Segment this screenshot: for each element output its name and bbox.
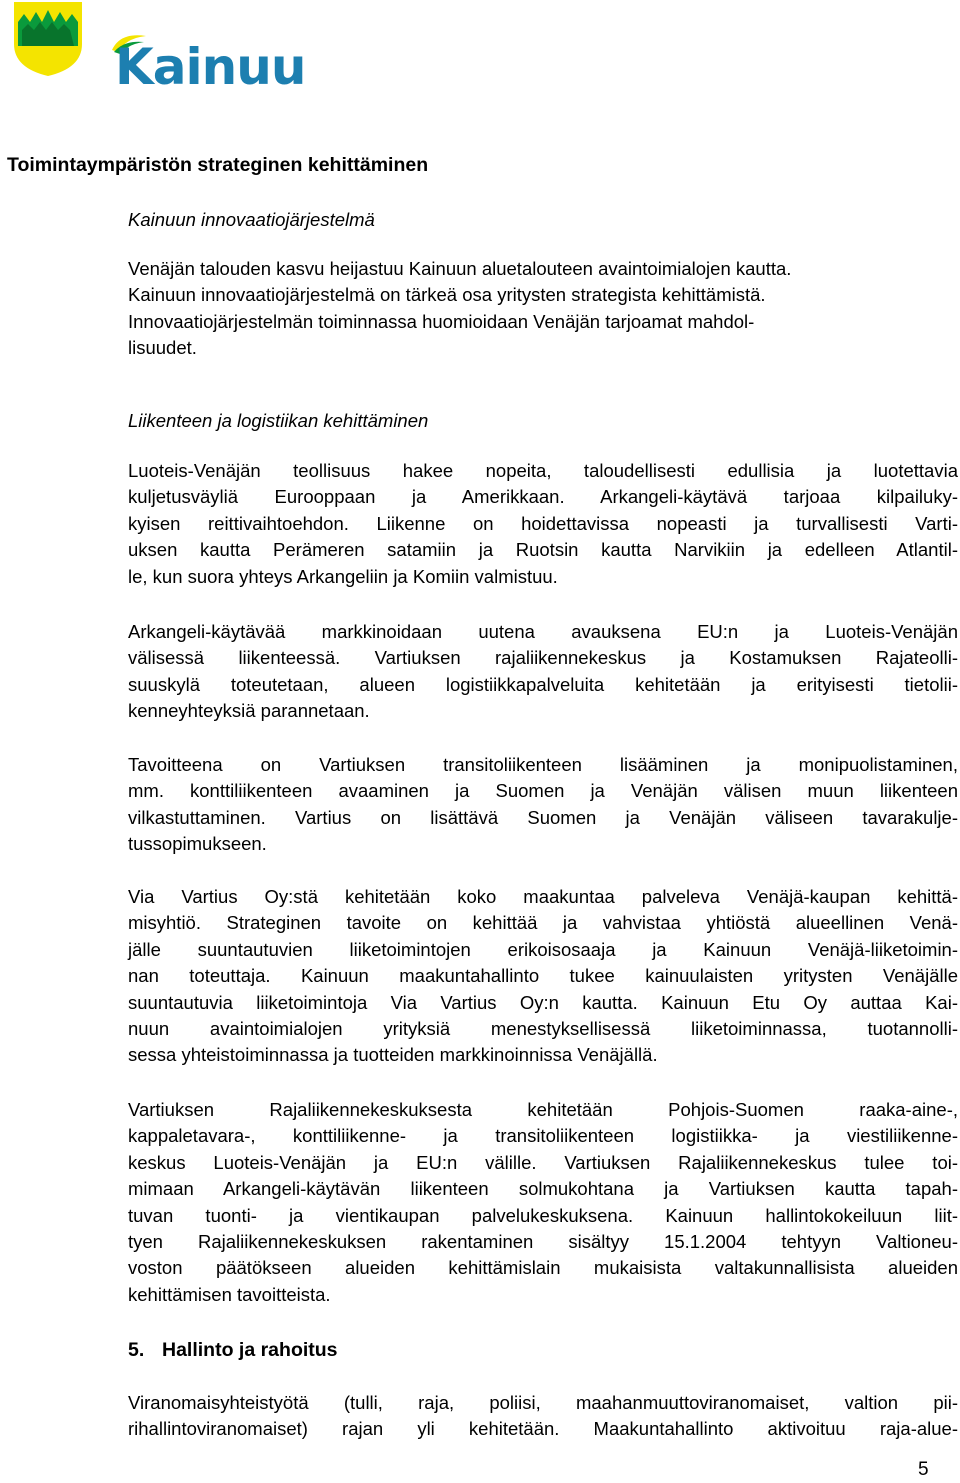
text-line: tuvan tuonti- ja vientikaupan palvelukeskuksena. Kainuun hallintokokeiluun liit- xyxy=(128,1204,958,1226)
text-line: rihallintoviranomaiset) rajan yli kehitetään. Maakuntahallinto aktivoituu raja-alue- xyxy=(128,1418,958,1440)
text-line: jälle suuntautuvien liiketoimintojen erikoisosaaja ja Kainuun Venäjä-liiketoimin- xyxy=(128,938,958,960)
text-line: kyisen reittivaihtoehdon. Liikenne on hoidettavissa nopeasti ja turvallisesti Varti- xyxy=(128,512,958,534)
text-line: tussopimukseen. xyxy=(128,833,267,855)
text-line: le, kun suora yhteys Arkangeliin ja Komiin valmistuu. xyxy=(128,565,558,587)
text-line: Luoteis-Venäjän teollisuus hakee nopeita, taloudellisesti edullisia ja luotettavia xyxy=(128,460,958,481)
page-number: 5 xyxy=(918,1459,929,1480)
text-line: suuskylä toteutetaan, alueen logistiikkapalveluita kehitetään ja erityisesti tietolii- xyxy=(128,673,958,695)
paragraph-logistics-4 xyxy=(128,884,958,1069)
section-heading-innovation: Kainuun innovaatiojärjestelmä xyxy=(128,209,375,230)
text-line: voston päätökseen alueiden kehittämislain mukaisista valtakunnallisista alueiden xyxy=(128,1257,958,1279)
paragraph-logistics-1 xyxy=(128,458,958,590)
text-line: Tavoitteena on Vartiuksen transitoliikenteen lisääminen ja monipuolistaminen, xyxy=(128,754,958,775)
text-line: nuun avaintoimialojen yrityksiä menestyksellisessä liiketoiminnassa, tuotannolli- xyxy=(128,1018,958,1040)
paragraph-logistics-2 xyxy=(128,619,958,725)
text-line: Vartiuksen Rajaliikennekeskuksesta kehitetään Pohjois-Suomen raaka-aine-, xyxy=(128,1099,958,1120)
document-title: Toimintaympäristön strateginen kehittäminen xyxy=(7,154,429,176)
text-line: nan toteuttaja. Kainuun maakuntahallinto tukee kainuulaisten yritysten Venäjälle xyxy=(128,965,958,987)
logo-wordmark: Kainuu xyxy=(115,38,306,96)
kainuu-logo xyxy=(12,0,306,100)
text-line: Via Vartius Oy:stä kehitetään koko maakuntaa palveleva Venäjä-kaupan kehittä- xyxy=(128,886,958,907)
text-line: vilkastuttaminen. Vartius on lisättävä Suomen ja Venäjän väliseen tavarakulje- xyxy=(128,806,958,828)
paragraph-logistics-5 xyxy=(128,1097,958,1308)
text-line: kenneyhteyksiä parannetaan. xyxy=(128,700,370,722)
text-line: Arkangeli-käytävää markkinoidaan uutena avauksena EU:n ja Luoteis-Venäjän xyxy=(128,621,958,642)
text-line: kappaletavara-, konttiliikenne- ja transitoliikenteen logistiikka- ja viestiliikenne- xyxy=(128,1125,958,1147)
text-line: Innovaatiojärjestelmän toiminnassa huomioidaan Venäjän tarjoamat mahdol- xyxy=(128,310,755,332)
text-line: uksen kautta Perämeren satamiin ja Ruotsin kautta Narvikiin ja edelleen Atlantil- xyxy=(128,539,958,561)
chapter-title: Hallinto ja rahoitus xyxy=(162,1339,338,1361)
paragraph-logistics-3 xyxy=(128,752,958,858)
section-heading-logistics: Liikenteen ja logistiikan kehittäminen xyxy=(128,410,429,431)
text-line: misyhtiö. Strateginen tavoite on kehittää ja vahvistaa yhtiöstä alueellinen Venä- xyxy=(128,912,958,934)
text-line: kehittämisen tavoitteista. xyxy=(128,1283,331,1305)
text-line: Kainuun innovaatiojärjestelmä on tärkeä osa yritysten strategista kehittämistä. xyxy=(128,284,766,306)
kainuu-crest-icon xyxy=(12,0,92,78)
text-line: Viranomaisyhteistyötä (tulli, raja, poliisi, maahanmuuttoviranomaiset, valtion pii- xyxy=(128,1392,958,1413)
text-line: keskus Luoteis-Venäjän ja EU:n välille. Vartiuksen Rajaliikennekeskus tulee toi- xyxy=(128,1151,958,1173)
text-line: mimaan Arkangeli-käytävän liikenteen solmukohtana ja Vartiuksen kautta tapah- xyxy=(128,1178,958,1200)
text-line: kuljetusväyliä Eurooppaan ja Amerikkaan. Arkangeli-käytävä tarjoaa kilpailuky- xyxy=(128,486,958,508)
text-line: suuntautuvia liiketoimintoja Via Vartius Oy:n kautta. Kainuun Etu Oy auttaa Kai- xyxy=(128,991,958,1013)
chapter-heading xyxy=(128,1337,338,1363)
text-line: sessa yhteistoiminnassa ja tuotteiden markkinoinnissa Venäjällä. xyxy=(128,1044,658,1066)
text-line: Venäjän talouden kasvu heijastuu Kainuun aluetalouteen avaintoimialojen kautta. xyxy=(128,258,792,279)
text-line: välisessä liikenteessä. Vartiuksen rajaliikennekeskus ja Kostamuksen Rajateolli- xyxy=(128,647,958,669)
text-line: mm. konttiliikenteen avaaminen ja Suomen ja Venäjän välisen muun liikenteen xyxy=(128,780,958,802)
text-line: tyen Rajaliikennekeskuksen rakentaminen sisältyy 15.1.2004 tehtyyn Valtioneu- xyxy=(128,1231,958,1253)
chapter-number: 5. xyxy=(128,1339,145,1361)
paragraph-innovation xyxy=(128,256,958,362)
text-line: lisuudet. xyxy=(128,337,197,359)
paragraph-administration xyxy=(128,1390,958,1443)
